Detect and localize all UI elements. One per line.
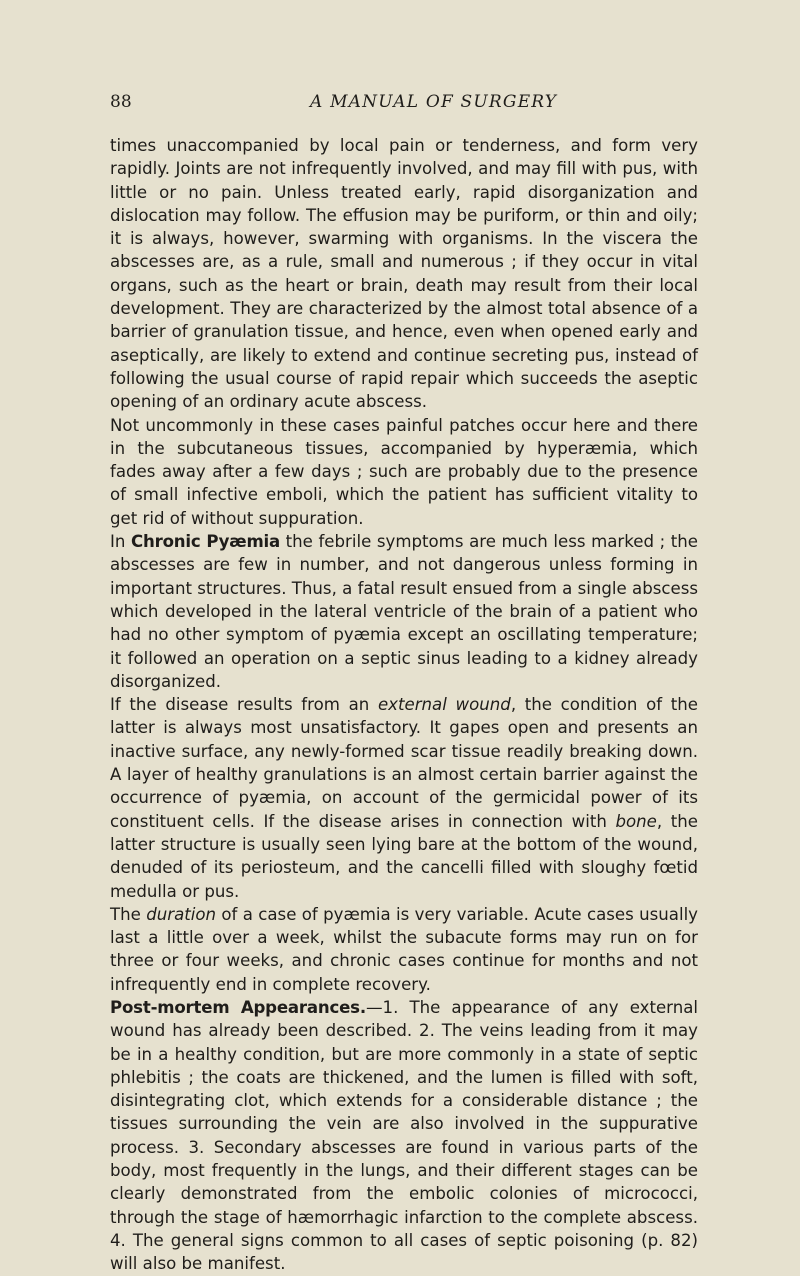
paragraph-text: , the latter structure is usually seen lying bare at the bottom of the wound, denuded of its periosteum, and the cancelli filled with sloughy fœtid medulla or pus. xyxy=(110,811,698,901)
paragraph xyxy=(110,903,698,996)
paragraph-text: of a case of pyæmia is very variable. Acute cases usually last a little over a week, whilst the subacute forms may run on for three or four weeks, and chronic cases continue for months and not infrequently end in complete recovery. xyxy=(110,904,699,994)
paragraph-text: If the disease results from an xyxy=(110,695,378,715)
emphasis-duration: duration xyxy=(146,904,217,924)
paragraph xyxy=(110,414,698,530)
paragraph xyxy=(110,530,698,693)
running-title: A MANUAL OF SURGERY xyxy=(310,92,558,112)
paragraph-text: times unaccompanied by local pain or tenderness, and form very rapidly. Joints are not infrequently involved, and may fill with pus, with little or no pain. Unless treated early, rapid disorganization and dislocation may follow. The effusion may be puriform, or thin and oily; it is always, however, swarming with organisms. In the viscera the abscesses are, as a rule, small and numerous ; if they occur in vital organs, such as the heart or brain, death may result from their local development. They are characterized by the almost total absence of a barrier of granulation tissue, and hence, even when opened early and aseptically, are likely to extend and continue secreting pus, instead of following the usual course of rapid repair which succeeds the aseptic opening of an ordinary acute abscess. xyxy=(110,136,698,412)
paragraph xyxy=(110,693,698,903)
page-number: 88 xyxy=(110,92,132,112)
paragraph-text: In xyxy=(110,532,131,552)
paragraph-text: Not uncommonly in these cases painful patches occur here and there in the subcutaneous tissues, accompanied by hyperæmia, which fades away after a few days ; such are probably due to the presence of small infective emboli, which the patient has sufficient vitality to get rid of without suppuration. xyxy=(110,415,698,528)
paragraph-text: —1. The appearance of any external wound has already been described. 2. The veins leading from it may be in a healthy condition, but are more commonly in a state of septic phlebitis ; the coats are thickened, and the lumen is filled with soft, disintegrating clot, which extends for a considerable distance ; the tissues surrounding the vein are also involved in the suppurative process. 3. Secondary abscesses are found in various parts of the body, most frequently in the lungs, and their different stages can be clearly demonstrated from the embolic colonies of micrococci, through the stage of hæmorrhagic infarction to the complete abscess. 4. The general signs common to all cases of septic poisoning (p. 82) will also be manifest. xyxy=(110,997,698,1274)
paragraph-text: the febrile symptoms are much less marked ; the abscesses are few in number, and not dangerous unless forming in important structures. Thus, a fatal result ensued from a single abscess which developed in the lateral ventricle of the brain of a patient who had no other symptom of pyæmia except an oscillating temperature; it followed an operation on a septic sinus leading to a kidney already disorganized. xyxy=(110,532,698,691)
subheading-chronic-pyaemia: Chronic Pyæmia xyxy=(131,532,281,552)
body-text xyxy=(110,134,698,1276)
paragraph xyxy=(110,134,698,414)
paragraph-text: The xyxy=(110,904,147,924)
paragraph-text: , the condition of the latter is always most unsatisfactory. It gapes open and presents an inactive surface, any newly-formed scar tissue readily breaking down. A layer of healthy granulations is an almost certain barrier against the occurrence of pyæmia, on account of the germicidal power of its constituent cells. If the disease arises in connection with xyxy=(110,695,698,831)
page-header xyxy=(110,92,700,122)
emphasis-bone: bone xyxy=(615,811,657,831)
subheading-post-mortem: Post-mortem Appearances. xyxy=(110,997,366,1017)
paragraph xyxy=(110,996,698,1276)
emphasis-external-wound: external wound xyxy=(377,695,511,715)
